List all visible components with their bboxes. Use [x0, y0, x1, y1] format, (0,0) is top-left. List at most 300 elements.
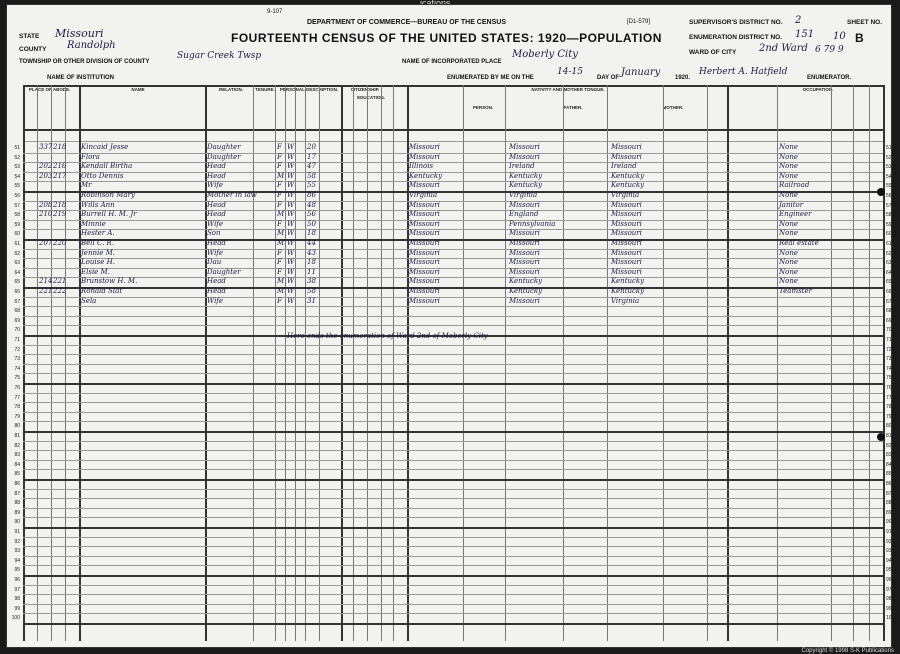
- enumerator-value: Herbert A. Hatfield: [699, 67, 788, 77]
- line-number: 94: [14, 557, 20, 564]
- cell-relation: Head: [207, 162, 226, 171]
- cell-occupation: None: [779, 267, 798, 276]
- line-number-right: 58: [886, 212, 892, 219]
- line-number: 61: [14, 241, 20, 247]
- row-rule: [23, 393, 883, 394]
- cell-father: Missouri: [509, 152, 540, 161]
- row-rule: [23, 364, 883, 365]
- cell-race: W: [287, 143, 295, 151]
- line-number-right: 60: [886, 231, 892, 238]
- cell-age: 50: [307, 219, 316, 228]
- cell-dwell: 214: [39, 277, 53, 286]
- cell-age: 55: [307, 181, 316, 190]
- incorporated-value: Moberly City: [512, 49, 578, 60]
- line-number: 59: [14, 221, 20, 228]
- row-rule: [23, 585, 883, 586]
- cell-mother: Missouri: [611, 219, 642, 228]
- line-number-right: 84: [886, 461, 892, 468]
- colhead-personal: PERSONAL DESCRIPTION.: [279, 87, 339, 92]
- line-number-right: 62: [886, 250, 892, 257]
- line-number: 83: [14, 452, 20, 459]
- cell-mother: Missouri: [611, 248, 642, 257]
- cell-sex: F: [277, 267, 282, 276]
- cell-age: 48: [307, 200, 316, 209]
- line-number: 72: [14, 346, 20, 353]
- cell-occupation: Janitor: [779, 200, 804, 209]
- line-number-right: 61: [886, 241, 892, 247]
- cell-relation: Son: [207, 229, 221, 238]
- line-number: 54: [14, 173, 20, 180]
- cell-mother: Virginia: [611, 296, 640, 305]
- copyright: Copyright © 1998 S-K Publications: [801, 648, 894, 654]
- line-number-right: 51: [886, 145, 892, 151]
- row-rule: [23, 489, 883, 490]
- cell-age: 31: [307, 296, 316, 305]
- cell-occupation: None: [779, 171, 798, 180]
- line-number: 96: [14, 577, 20, 583]
- colhead-relation: RELATION.: [219, 87, 243, 92]
- cell-relation: Daughter: [207, 152, 241, 161]
- cell-place: Illinois: [409, 162, 434, 171]
- cell-fam: 216: [53, 162, 67, 171]
- row-rule: [23, 479, 883, 481]
- line-number-right: 72: [886, 346, 892, 353]
- line-number-right: 94: [886, 557, 892, 564]
- cell-place: Missouri: [409, 200, 440, 209]
- cell-occupation: None: [779, 277, 798, 286]
- cell-place: Missouri: [409, 229, 440, 238]
- cell-father: Missouri: [509, 200, 540, 209]
- colhead-nativity: NATIVITY AND MOTHER TONGUE.: [531, 87, 605, 92]
- line-number: 68: [14, 308, 20, 315]
- enum-district-label: ENUMERATION DISTRICT NO.: [689, 34, 783, 41]
- township-value: Sugar Creek Twsp: [177, 51, 262, 61]
- line-number-right: 53: [886, 164, 892, 171]
- line-number-right: 63: [886, 260, 892, 267]
- cell-fam: 222: [53, 287, 67, 295]
- enumerator-label: ENUMERATOR.: [807, 75, 852, 81]
- county-value: Randolph: [67, 40, 116, 51]
- row-rule: [23, 498, 883, 499]
- line-number-right: 83: [886, 452, 892, 459]
- colhead-place-of-abode: PLACE OF ABODE.: [29, 87, 71, 92]
- cell-relation: Dau: [207, 258, 222, 267]
- line-number: 51: [14, 145, 20, 151]
- cell-occupation: None: [779, 191, 798, 199]
- cell-sex: M: [277, 287, 285, 295]
- line-number-right: 93: [886, 548, 892, 555]
- line-number: 63: [14, 260, 20, 267]
- cell-father: Ireland: [509, 162, 535, 171]
- line-number-right: 85: [886, 471, 892, 478]
- line-number-right: 97: [886, 586, 892, 593]
- line-number: 91: [14, 529, 20, 535]
- cell-age: 20: [307, 143, 316, 151]
- row-rule: [23, 556, 883, 557]
- cell-mother: Missouri: [611, 143, 642, 151]
- row-rule: [23, 325, 883, 326]
- cell-dwell: 337: [39, 143, 53, 151]
- line-number-right: 69: [886, 317, 892, 324]
- line-number-right: 70: [886, 327, 892, 334]
- cell-sex: F: [277, 191, 282, 199]
- cell-name: Brunstow H. M.: [81, 277, 138, 286]
- cell-father: Missouri: [509, 258, 540, 267]
- row-rule: [23, 527, 883, 529]
- line-number-right: 87: [886, 490, 892, 497]
- cell-name: Mr: [81, 181, 92, 190]
- line-number: 95: [14, 567, 20, 574]
- line-number: 80: [14, 423, 20, 430]
- line-number: 66: [14, 289, 20, 295]
- cell-place: Missouri: [409, 248, 440, 257]
- colhead-person: PERSON.: [472, 105, 494, 110]
- row-rule: [23, 345, 883, 346]
- cell-place: Missouri: [409, 181, 440, 190]
- line-number-right: 74: [886, 365, 892, 372]
- cell-fam: 221: [53, 277, 67, 286]
- line-number-right: 79: [886, 413, 892, 420]
- cell-father: Missouri: [509, 229, 540, 238]
- cell-father: Missouri: [509, 143, 540, 151]
- cell-sex: F: [277, 219, 282, 228]
- row-rule: [23, 421, 883, 422]
- line-number: 62: [14, 250, 20, 257]
- end-note: Here ends the enumeration of Ward 2nd of Moberly City: [287, 332, 488, 340]
- row-rule: [23, 373, 883, 374]
- cell-name: Burrell H. M. Jr: [81, 210, 137, 219]
- cell-relation: Wife: [207, 219, 224, 228]
- row-rule: [23, 402, 883, 403]
- cell-father: Kentucky: [509, 181, 543, 190]
- line-number: 70: [14, 327, 20, 334]
- township-label: TOWNSHIP OR OTHER DIVISION OF COUNTY: [19, 59, 150, 65]
- cell-place: Missouri: [409, 239, 440, 247]
- line-number-right: 95: [886, 567, 892, 574]
- cell-occupation: Engineer: [779, 210, 812, 219]
- cell-mother: Kentucky: [611, 171, 645, 180]
- row-rule: [23, 537, 883, 538]
- cell-race: W: [287, 219, 295, 228]
- cell-fam: 218: [53, 143, 67, 151]
- row-rule: [23, 450, 883, 451]
- cell-father: Missouri: [509, 296, 540, 305]
- line-number: 97: [14, 586, 20, 593]
- cell-race: W: [287, 191, 295, 199]
- cell-dwell: 210: [39, 210, 53, 219]
- line-number: 99: [14, 605, 20, 612]
- census-sheet: [6, 4, 895, 648]
- row-rule: [23, 517, 883, 518]
- cell-sex: F: [277, 296, 282, 305]
- cell-place: Missouri: [409, 287, 440, 295]
- cell-age: 18: [307, 258, 316, 267]
- cell-sex: F: [277, 258, 282, 267]
- cell-place: Kentucky: [409, 171, 443, 180]
- cell-race: W: [287, 277, 295, 286]
- cell-occupation: Teamster: [779, 287, 812, 295]
- cell-fam: 219: [53, 210, 67, 219]
- cell-age: 43: [307, 248, 316, 257]
- cell-occupation: None: [779, 219, 798, 228]
- cell-sex: F: [277, 162, 282, 171]
- cell-dwell: 208: [39, 200, 53, 209]
- cell-name: Bell C. R.: [81, 239, 115, 247]
- line-number-right: 52: [886, 154, 892, 161]
- line-number-right: 54: [886, 173, 892, 180]
- day-of-label: DAY OF: [597, 75, 620, 81]
- cell-race: W: [287, 181, 295, 190]
- corner-marks: 6 79 9: [815, 45, 844, 55]
- cell-age: 38: [307, 277, 316, 286]
- line-number: 74: [14, 365, 20, 372]
- cell-dwell: 203: [39, 171, 53, 180]
- cell-mother: Kentucky: [611, 277, 645, 286]
- cell-age: 56: [307, 210, 316, 219]
- cell-father: Missouri: [509, 248, 540, 257]
- cell-father: Kentucky: [509, 277, 543, 286]
- line-number-right: 55: [886, 183, 892, 190]
- cell-fam: 217: [53, 171, 67, 180]
- row-rule: [23, 316, 883, 317]
- line-number: 82: [14, 442, 20, 449]
- cell-fam: 220: [53, 239, 67, 247]
- cell-name: Otto Dennis: [81, 171, 124, 180]
- line-number-right: 56: [886, 193, 892, 199]
- enumerated-day: 14-15: [557, 67, 583, 77]
- row-rule: [23, 594, 883, 595]
- line-number: 76: [14, 385, 20, 391]
- cell-father: Virginia: [509, 191, 538, 199]
- cell-occupation: Real estate: [779, 239, 819, 247]
- cell-name: Jennie M.: [81, 248, 115, 257]
- form-code: [D1-579]: [627, 19, 651, 25]
- cell-race: W: [287, 296, 295, 305]
- cell-relation: Head: [207, 171, 226, 180]
- row-rule: [23, 565, 883, 566]
- line-number-right: 64: [886, 269, 892, 276]
- cell-occupation: None: [779, 248, 798, 257]
- cell-name: Louise H.: [81, 258, 115, 267]
- line-number: 90: [14, 519, 20, 526]
- cell-age: 17: [307, 152, 316, 161]
- sheet-value: 10: [833, 31, 846, 42]
- line-number-right: 75: [886, 375, 892, 382]
- cell-dwell: 207: [39, 239, 53, 247]
- line-number-right: 57: [886, 202, 892, 209]
- cell-occupation: None: [779, 162, 798, 171]
- cell-mother: Missouri: [611, 267, 642, 276]
- ward-value: 2nd Ward: [759, 43, 808, 54]
- line-number-right: 88: [886, 500, 892, 507]
- cell-dwell: 202: [39, 162, 53, 171]
- cell-place: Missouri: [409, 143, 440, 151]
- cell-relation: Head: [207, 239, 226, 247]
- row-rule: [23, 604, 883, 605]
- cell-place: Missouri: [409, 219, 440, 228]
- line-number-right: 92: [886, 538, 892, 545]
- cell-age: 44: [307, 239, 316, 247]
- header-bottom-border: [23, 129, 883, 131]
- cell-place: Missouri: [409, 210, 440, 219]
- cell-race: W: [287, 152, 295, 161]
- cell-relation: Wife: [207, 296, 224, 305]
- line-number-right: 91: [886, 529, 892, 535]
- cell-place: Virginia: [409, 191, 438, 199]
- state-value: Missouri: [55, 27, 104, 40]
- row-rule: [23, 383, 883, 385]
- cell-father: Missouri: [509, 239, 540, 247]
- colhead-education: EDUCATION.: [357, 95, 385, 100]
- cell-relation: Head: [207, 210, 226, 219]
- colhead-mother: MOTHER.: [662, 105, 684, 110]
- line-number: 60: [14, 231, 20, 238]
- cell-father: Kentucky: [509, 171, 543, 180]
- ward-label: WARD OF CITY: [689, 49, 737, 56]
- cell-name: Elsie M.: [81, 267, 110, 276]
- cell-age: 86: [307, 191, 316, 199]
- cell-mother: Missouri: [611, 258, 642, 267]
- row-rule: [23, 412, 883, 413]
- cell-sex: M: [277, 171, 285, 180]
- line-number: 65: [14, 279, 20, 286]
- cell-dwell: 221: [39, 287, 53, 295]
- cell-race: W: [287, 210, 295, 219]
- cell-relation: Head: [207, 277, 226, 286]
- incorporated-label: NAME OF INCORPORATED PLACE: [402, 59, 502, 65]
- line-number-right: 96: [886, 577, 892, 583]
- cell-place: Missouri: [409, 267, 440, 276]
- column-rule: [883, 85, 885, 641]
- line-number: 53: [14, 164, 20, 171]
- line-number: 86: [14, 481, 20, 487]
- cell-name: Sela: [81, 296, 97, 305]
- sheet-label: SHEET NO.: [847, 19, 883, 26]
- line-number-right: 82: [886, 442, 892, 449]
- cell-race: W: [287, 258, 295, 267]
- cell-name: Kincaid Jesse: [81, 143, 129, 151]
- column-number-border: [23, 141, 883, 142]
- cell-sex: F: [277, 248, 282, 257]
- line-number: 56: [14, 193, 20, 199]
- cell-sex: M: [277, 277, 285, 286]
- row-rule: [23, 546, 883, 547]
- colhead-tenure: TENURE.: [255, 87, 275, 92]
- cell-occupation: Railroad: [779, 181, 810, 190]
- line-number: 73: [14, 356, 20, 363]
- cell-relation: Head: [207, 200, 226, 209]
- row-rule: [23, 508, 883, 509]
- punch-hole-bottom: [877, 433, 885, 441]
- cell-occupation: None: [779, 258, 798, 267]
- line-number-right: 59: [886, 221, 892, 228]
- line-number: 79: [14, 413, 20, 420]
- line-number: 98: [14, 596, 20, 603]
- supervisor-value: 2: [795, 15, 802, 26]
- line-number-right: 66: [886, 289, 892, 295]
- line-number-right: 77: [886, 394, 892, 401]
- line-number: 55: [14, 183, 20, 190]
- line-number: 77: [14, 394, 20, 401]
- census-title: FOURTEENTH CENSUS OF THE UNITED STATES: 1920—POPULATION: [231, 31, 662, 45]
- row-rule: [23, 460, 883, 461]
- line-number-right: 71: [886, 337, 892, 343]
- cell-relation: Daughter: [207, 267, 241, 276]
- supervisor-label: SUPERVISOR'S DISTRICT NO.: [689, 19, 783, 26]
- state-label: STATE: [19, 33, 40, 40]
- cell-race: W: [287, 229, 295, 238]
- colhead-father: FATHER.: [563, 105, 583, 110]
- cell-name: Ronald Slat: [81, 287, 123, 295]
- line-number-right: 90: [886, 519, 892, 526]
- line-number-right: 81: [886, 433, 892, 439]
- month-value: January: [621, 67, 661, 78]
- cell-mother: Ireland: [611, 162, 637, 171]
- row-rule: [23, 613, 883, 614]
- line-number: 88: [14, 500, 20, 507]
- line-number: 64: [14, 269, 20, 276]
- cell-mother: Kentucky: [611, 287, 645, 295]
- colhead-name: NAME: [131, 87, 145, 92]
- row-rule: [23, 306, 883, 307]
- cell-relation: Mother in law: [207, 191, 257, 199]
- cell-mother: Missouri: [611, 229, 642, 238]
- line-number-right: 73: [886, 356, 892, 363]
- department-title: DEPARTMENT OF COMMERCE—BUREAU OF THE CENSUS: [307, 19, 506, 26]
- cell-mother: Virginia: [611, 191, 640, 199]
- cell-race: W: [287, 267, 295, 276]
- cell-age: 47: [307, 162, 316, 171]
- cell-father: Kentucky: [509, 287, 543, 295]
- cell-mother: Missouri: [611, 152, 642, 161]
- cell-race: W: [287, 248, 295, 257]
- cell-relation: Wife: [207, 181, 224, 190]
- line-number: 81: [14, 433, 20, 439]
- cell-occupation: None: [779, 143, 798, 151]
- institution-label: NAME OF INSTITUTION: [47, 75, 114, 81]
- cell-sex: F: [277, 143, 282, 151]
- cell-race: W: [287, 171, 295, 180]
- enum-district-value: 151: [795, 29, 815, 40]
- row-rule: [23, 431, 883, 433]
- line-number: 67: [14, 298, 20, 305]
- cell-sex: M: [277, 210, 285, 219]
- cell-name: Flora: [81, 152, 100, 161]
- cell-place: Missouri: [409, 152, 440, 161]
- colhead-occupation: OCCUPATION.: [802, 87, 834, 92]
- cell-sex: M: [277, 229, 285, 238]
- cell-age: 58: [307, 171, 316, 180]
- cell-relation: Head: [207, 287, 226, 295]
- line-number-right: 65: [886, 279, 892, 286]
- cell-relation: Wife: [207, 248, 224, 257]
- line-number: 85: [14, 471, 20, 478]
- cell-race: W: [287, 200, 295, 209]
- cell-sex: M: [277, 239, 285, 247]
- row-rule: [23, 469, 883, 470]
- line-number-right: 100: [886, 615, 895, 622]
- line-number: 92: [14, 538, 20, 545]
- cell-fam: 218: [53, 200, 67, 209]
- form-number: 9-107: [267, 9, 283, 15]
- cell-sex: F: [277, 152, 282, 161]
- cell-name: Hester A.: [81, 229, 115, 238]
- line-number: 78: [14, 404, 20, 411]
- cell-name: Wills Ann: [81, 200, 115, 209]
- punch-hole-top: [877, 188, 885, 196]
- line-number: 71: [14, 337, 20, 343]
- cell-age: 18: [307, 229, 316, 238]
